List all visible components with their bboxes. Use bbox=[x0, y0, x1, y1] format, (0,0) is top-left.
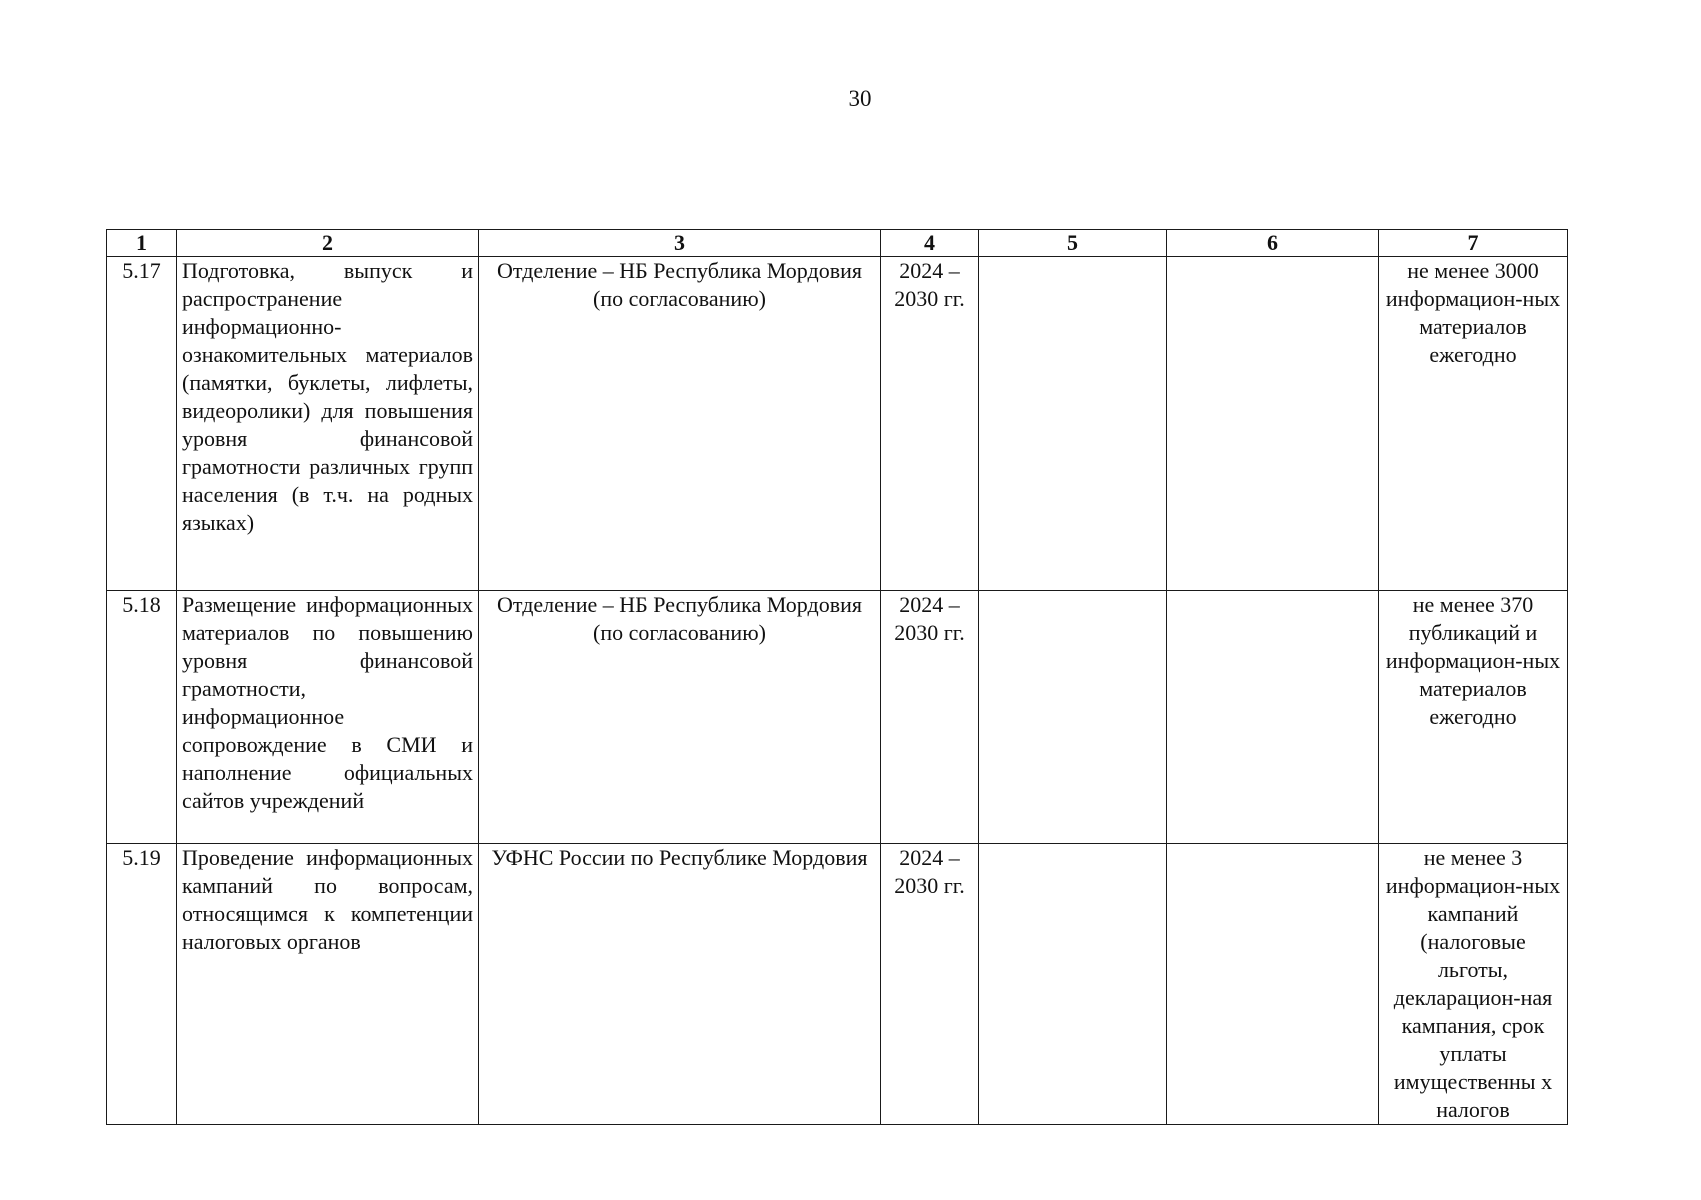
table-row bbox=[107, 844, 1568, 1125]
expected-result: не менее 370 публикаций и информацион-ных материалов ежегодно bbox=[1379, 591, 1568, 844]
measure-name: Проведение информационных кампаний по вопросам, относящимся к компетенции налоговых органов bbox=[177, 844, 479, 1125]
column-header-1: 1 bbox=[107, 230, 177, 257]
executor: УФНС России по Республике Мордовия bbox=[479, 844, 881, 1125]
row-number: 5.18 bbox=[107, 591, 177, 844]
term: 2024 – 2030 гг. bbox=[881, 257, 979, 591]
row-number: 5.17 bbox=[107, 257, 177, 591]
column-5-cell bbox=[979, 591, 1167, 844]
column-6-cell bbox=[1167, 844, 1379, 1125]
expected-result: не менее 3000 информацион-ных материалов ежегодно bbox=[1379, 257, 1568, 591]
term: 2024 – 2030 гг. bbox=[881, 591, 979, 844]
column-header-3: 3 bbox=[479, 230, 881, 257]
column-header-2: 2 bbox=[177, 230, 479, 257]
row-number: 5.19 bbox=[107, 844, 177, 1125]
executor: Отделение – НБ Республика Мордовия (по согласованию) bbox=[479, 257, 881, 591]
measure-name: Размещение информационных материалов по повышению уровня финансовой грамотности, информационное сопровождение в СМИ и наполнение официальных сайтов учреждений bbox=[177, 591, 479, 844]
column-5-cell bbox=[979, 257, 1167, 591]
table-header-row bbox=[107, 230, 1568, 257]
column-header-6: 6 bbox=[1167, 230, 1379, 257]
page-number: 30 bbox=[848, 86, 872, 111]
column-6-cell bbox=[1167, 591, 1379, 844]
measure-name: Подготовка, выпуск и распространение информационно-ознакомительных материалов (памятки, буклеты, лифлеты, видеоролики) для повышения уровня финансовой грамотности различных групп населения (в т.ч. на родных языках) bbox=[177, 257, 479, 591]
table-row bbox=[107, 591, 1568, 844]
term: 2024 – 2030 гг. bbox=[881, 844, 979, 1125]
column-6-cell bbox=[1167, 257, 1379, 591]
column-header-4: 4 bbox=[881, 230, 979, 257]
expected-result: не менее 3 информацион-ных кампаний (налоговые льготы, декларацион-ная кампания, срок уплаты имущественны х налогов bbox=[1379, 844, 1568, 1125]
measures-table bbox=[106, 229, 1568, 1125]
table-row bbox=[107, 257, 1568, 591]
column-header-5: 5 bbox=[979, 230, 1167, 257]
column-header-7: 7 bbox=[1379, 230, 1568, 257]
executor: Отделение – НБ Республика Мордовия (по согласованию) bbox=[479, 591, 881, 844]
column-5-cell bbox=[979, 844, 1167, 1125]
